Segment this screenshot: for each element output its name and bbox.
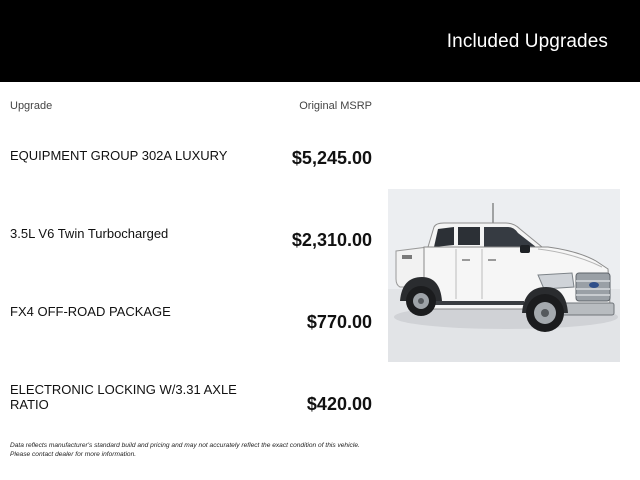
upgrade-name: ELECTRONIC LOCKING W/3.31 AXLE RATIO <box>10 382 237 412</box>
upgrade-name: 3.5L V6 Twin Turbocharged <box>10 226 169 241</box>
upgrade-name: EQUIPMENT GROUP 302A LUXURY <box>10 148 228 163</box>
pickup-truck-image <box>388 189 620 362</box>
upgrade-row <box>10 226 372 266</box>
disclaimer-text: Data reflects manufacturer's standard build and pricing and may not accurately reflect the exact condition of this vehicle. Please contact dealer for more information. <box>10 442 360 458</box>
page-title: Included Upgrades <box>446 31 608 52</box>
upgrade-row <box>10 382 372 422</box>
column-header-upgrade: Upgrade <box>10 100 53 112</box>
upgrade-price: $2,310.00 <box>291 230 372 250</box>
column-header-msrp: Original MSRP <box>299 100 372 112</box>
header-bar <box>0 0 640 82</box>
upgrade-row <box>10 148 372 188</box>
upgrade-row <box>10 304 372 344</box>
upgrade-price: $420.00 <box>306 394 372 414</box>
upgrade-price: $770.00 <box>306 312 372 332</box>
upgrade-price: $5,245.00 <box>291 148 372 168</box>
vehicle-photo <box>388 189 620 362</box>
upgrade-name: FX4 OFF-ROAD PACKAGE <box>10 304 171 319</box>
